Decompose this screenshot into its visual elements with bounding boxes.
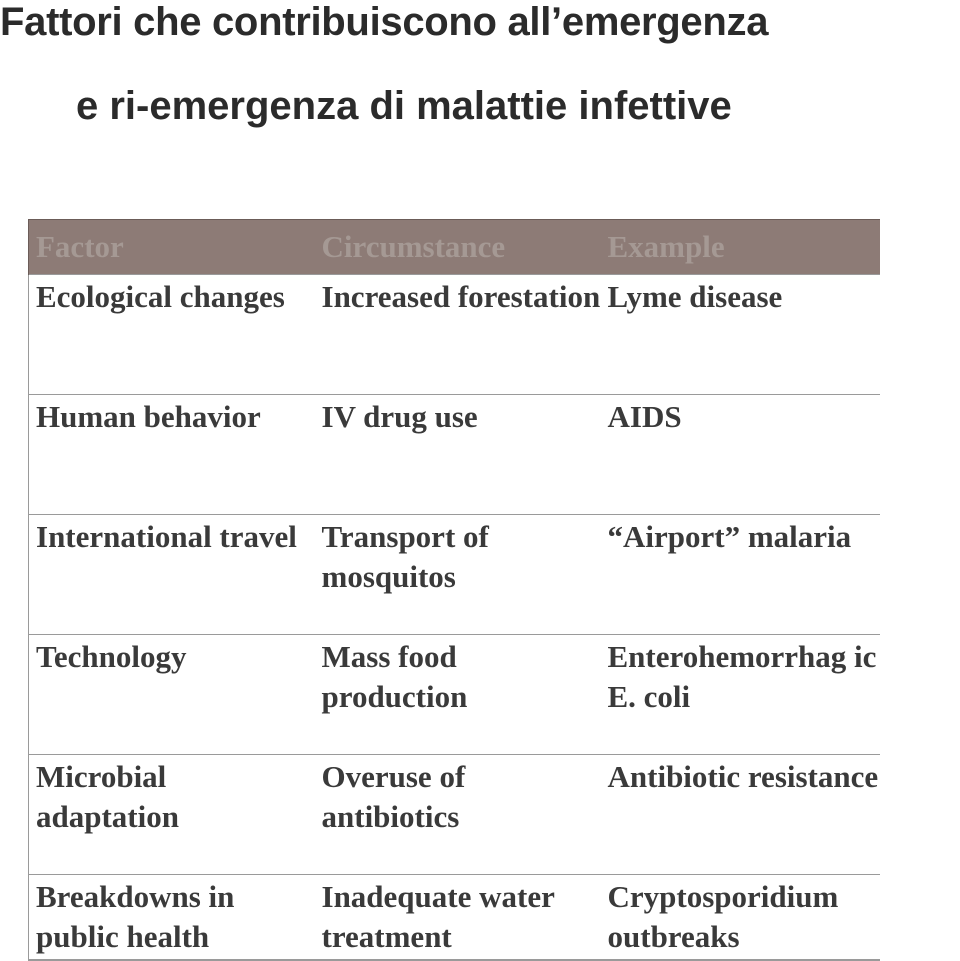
example-cell: Enterohemorrhag ic E. coli — [601, 635, 880, 755]
example-cell: Lyme disease — [601, 275, 880, 395]
example-cell: “Airport” malaria — [601, 515, 880, 635]
table-row — [29, 875, 880, 961]
factor-cell: Technology — [29, 635, 315, 755]
column-header-circumstance: Circumstance — [315, 220, 601, 275]
table-row — [29, 275, 880, 395]
circumstance-cell: Inadequate water treatment — [315, 875, 601, 961]
example-cell: AIDS — [601, 395, 880, 515]
column-header-example: Example — [601, 220, 880, 275]
factors-table — [28, 219, 880, 961]
circumstance-cell: Overuse of antibiotics — [315, 755, 601, 875]
factor-cell: Human behavior — [29, 395, 315, 515]
example-cell: Cryptosporidium outbreaks — [601, 875, 880, 961]
example-cell: Antibiotic resistance — [601, 755, 880, 875]
page-title-line-1: Fattori che contribuiscono all’emergenza — [0, 0, 769, 44]
table-header-row — [29, 220, 880, 275]
circumstance-cell: IV drug use — [315, 395, 601, 515]
factor-cell: Breakdowns in public health — [29, 875, 315, 961]
circumstance-cell: Mass food production — [315, 635, 601, 755]
circumstance-cell: Transport of mosquitos — [315, 515, 601, 635]
table-row — [29, 395, 880, 515]
table-row — [29, 755, 880, 875]
table-row — [29, 515, 880, 635]
factor-cell: International travel — [29, 515, 315, 635]
column-header-factor: Factor — [29, 220, 315, 275]
circumstance-cell: Increased forestation — [315, 275, 601, 395]
table-row — [29, 635, 880, 755]
page-title-line-2: e ri-emergenza di malattie infettive — [76, 84, 732, 128]
factor-cell: Ecological changes — [29, 275, 315, 395]
factor-cell: Microbial adaptation — [29, 755, 315, 875]
